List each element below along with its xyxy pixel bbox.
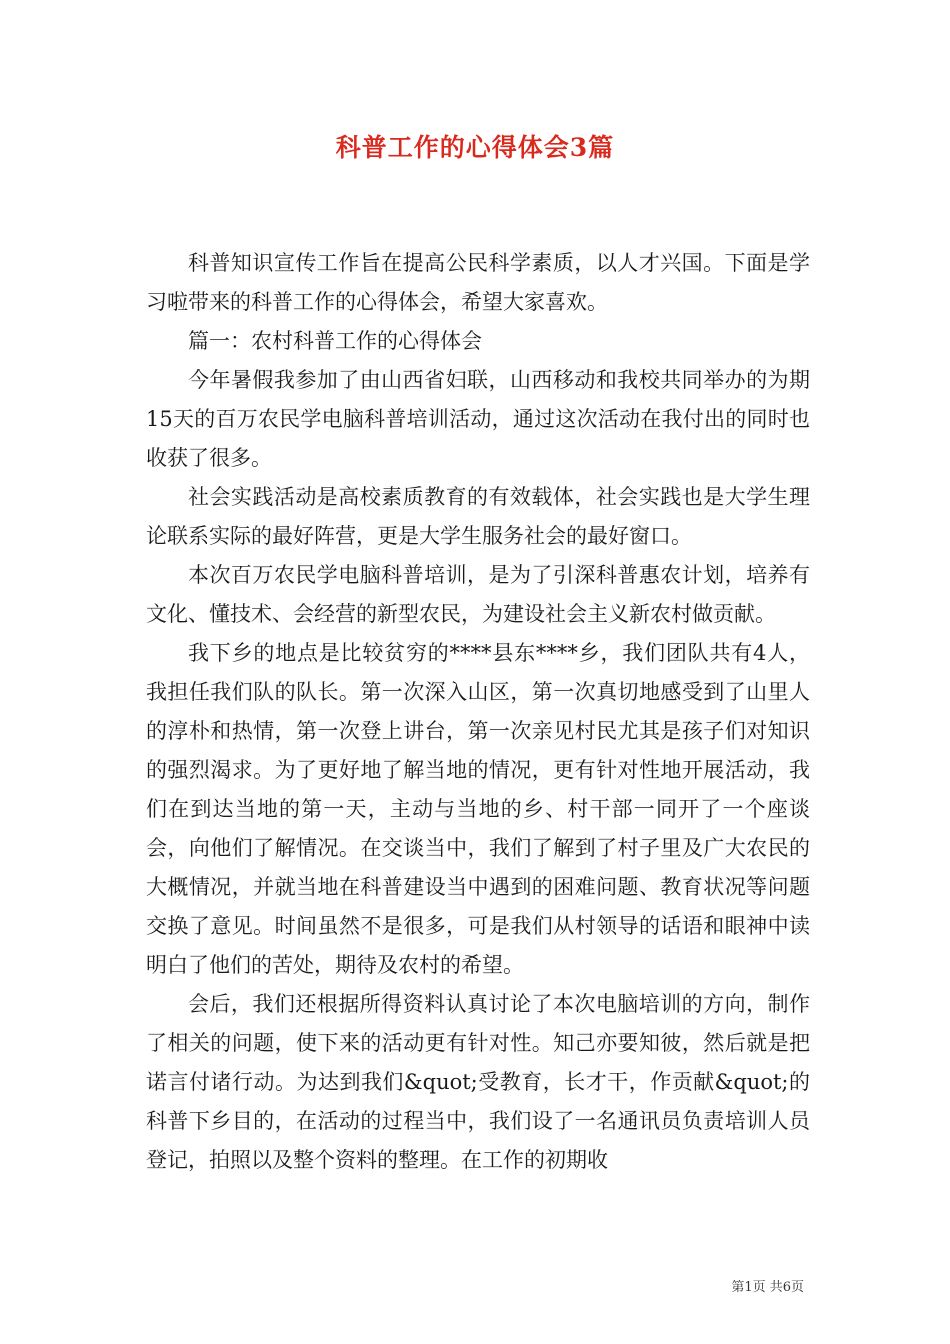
document-body [146, 244, 810, 1180]
paragraph: 今年暑假我参加了由山西省妇联，山西移动和我校共同举办的为期15天的百万农民学电脑科普培训活动，通过这次活动在我付出的同时也收获了很多。 [146, 368, 810, 470]
paragraph-intro: 科普知识宣传工作旨在提高公民科学素质，以人才兴国。下面是学习啦带来的科普工作的心得体会，希望大家喜欢。 [146, 251, 810, 314]
page-number: 第1页 共6页 [731, 1280, 804, 1295]
paragraph: 我下乡的地点是比较贫穷的****县东****乡，我们团队共有4人，我担任我们队的队长。第一次深入山区，第一次真切地感受到了山里人的淳朴和热情，第一次登上讲台，第一次亲见村民尤其是孩子们对知识的强烈渴求。为了更好地了解当地的情况，更有针对性地开展活动，我们在到达当地的第一天，主动与当地的乡、村干部一同开了一个座谈会，向他们了解情况。在交谈当中，我们了解到了村子里及广大农民的大概情况，并就当地在科普建设当中遇到的困难问题、教育状况等问题交换了意见。时间虽然不是很多，可是我们从村领导的话语和眼神中读明白了他们的苦处，期待及农村的希望。 [146, 641, 810, 977]
document-title: 科普工作的心得体会3篇 [335, 133, 615, 162]
paragraph: 本次百万农民学电脑科普培训，是为了引深科普惠农计划，培养有文化、懂技术、会经营的新型农民，为建设社会主义新农村做贡献。 [146, 563, 810, 626]
section-heading: 篇一：农村科普工作的心得体会 [188, 329, 482, 353]
paragraph: 社会实践活动是高校素质教育的有效载体，社会实践也是大学生理论联系实际的最好阵营，更是大学生服务社会的最好窗口。 [146, 485, 810, 548]
paragraph: 会后，我们还根据所得资料认真讨论了本次电脑培训的方向，制作了相关的问题，使下来的活动更有针对性。知己亦要知彼，然后就是把诺言付诸行动。为达到我们&quot;受教育，长才干，作贡献&quot;的科普下乡目的，在活动的过程当中，我们设了一名通讯员负责培训人员登记，拍照以及整个资料的整理。在工作的初期收 [146, 992, 810, 1172]
